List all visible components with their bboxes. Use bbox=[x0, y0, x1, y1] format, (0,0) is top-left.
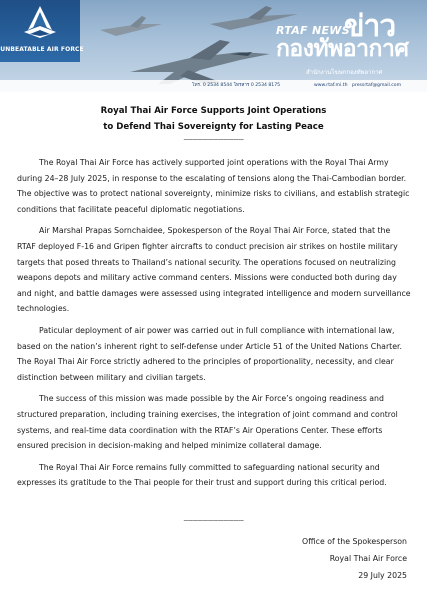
paragraph-4: The success of this mission was made possible by the Air Force’s ongoing readiness and structured preparation, including training exercises, the integration of joint command and control systems, and real-time data coordination with the RTAF’s Air Operations Center. These efforts ensured precision in decision-making and helped minimize collateral damage. bbox=[17, 394, 398, 451]
signature-divider: ------------------------------------ bbox=[183, 517, 244, 524]
contact-bar bbox=[0, 80, 427, 92]
title-divider: ------------------------------------ bbox=[183, 136, 244, 143]
news-thai-office: สำนักงานโฆษกกองทัพอากาศ bbox=[306, 69, 383, 76]
paragraph-5: The Royal Thai Air Force remains fully committed to safeguarding national security and expresses its gratitude to the Thai people for their trust and support during this critical period. bbox=[17, 462, 387, 488]
news-thai-title: ข่าว bbox=[344, 9, 396, 44]
contact-email: pressrtaf@gmail.com bbox=[352, 83, 402, 88]
header-banner bbox=[0, 0, 427, 92]
paragraph-2: Air Marshal Prapas Sornchaidee, Spokesperson of the Royal Thai Air Force, stated that the RTAF deployed F-16 and Gripen fighter aircrafts to conduct precision air strikes on hostile military targets that posed threats to Thailand’s national security. The operations focused on neutralizing weapons depots and military active command centers. Missions were conducted both during day and night, and battle damages were assessed using integrated intelligence and modern surveillance technologies. bbox=[17, 226, 411, 314]
fighter-jets-image bbox=[70, 0, 310, 92]
signature-office: Office of the Spokesperson bbox=[302, 537, 407, 546]
rtaf-wings-logo-icon bbox=[22, 4, 58, 42]
signature-date: 29 July 2025 bbox=[358, 571, 407, 580]
contact-phone: โทร. 0 2534 8544 โทรสาร 0 2534 8175 bbox=[192, 83, 281, 88]
title-line-2: to Defend Thai Sovereignty for Lasting Peace bbox=[103, 122, 324, 132]
news-english-title: RTAF NEWS bbox=[276, 24, 350, 37]
news-thai-subtitle: กองทัพอากาศ bbox=[276, 36, 409, 62]
brand-panel bbox=[0, 0, 84, 62]
contact-website: www.rtaf.mi.th bbox=[314, 83, 348, 88]
press-release-title bbox=[0, 103, 427, 145]
signature-org: Royal Thai Air Force bbox=[329, 554, 407, 563]
signature-block bbox=[302, 533, 407, 584]
brand-text: UNBEATABLE AIR FORCE bbox=[0, 46, 84, 53]
paragraph-1: The Royal Thai Air Force has actively supported joint operations with the Royal Thai Army during 24–28 July 2025, in response to the escalating of tensions along the Thai-Cambodian border. The objective was to protect national sovereignty, minimize risks to civilians, and establish strategic conditions that facilitate peaceful diplomatic negotiations. bbox=[17, 158, 410, 214]
paragraph-3: Paticular deployment of air power was carried out in full compliance with international law, based on the nation’s inherent right to self-defense under Article 51 of the United Nations Charter. The Royal Thai Air Force strictly adhered to the principles of proportionality, necessity, and clear distinction between military and civilian targets. bbox=[17, 325, 402, 382]
press-release-body bbox=[17, 155, 411, 497]
title-line-1: Royal Thai Air Force Supports Joint Operations bbox=[100, 106, 327, 116]
